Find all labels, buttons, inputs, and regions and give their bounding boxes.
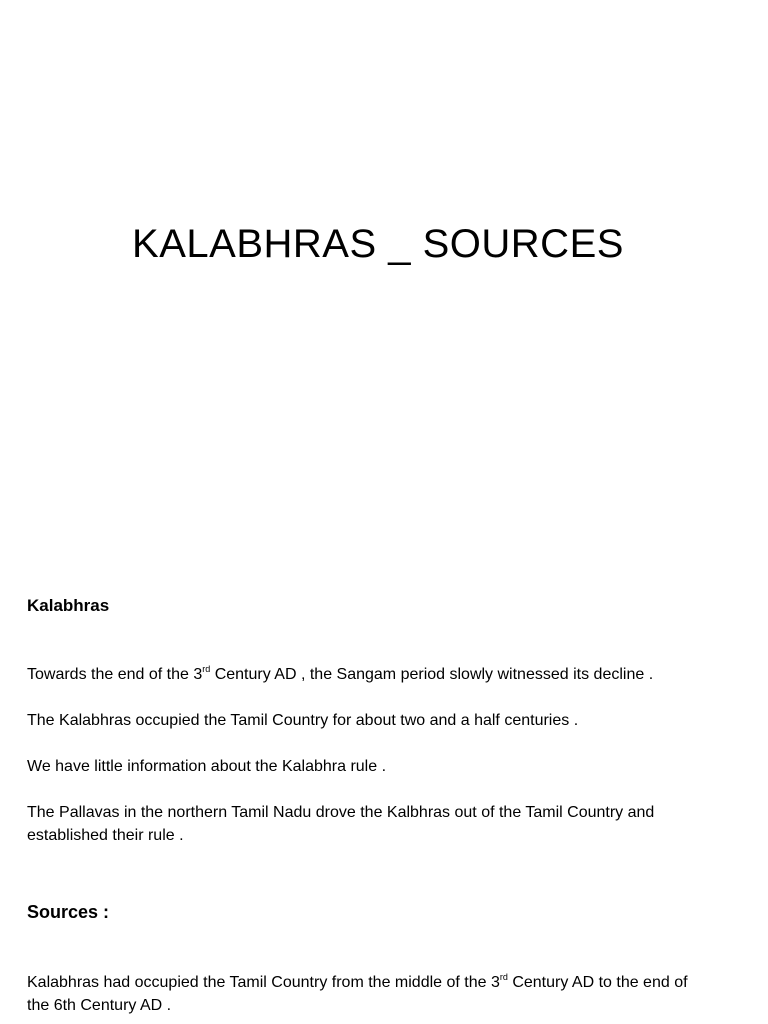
document-body (27, 594, 707, 1017)
paragraph-sources-period: Kalabhras had occupied the Tamil Country from the middle of the 3rd Century AD to the end of the 6th Century AD . (27, 972, 688, 1014)
slide-title: KALABHRAS _ SOURCES (132, 222, 624, 266)
paragraph-little-information: We have little information about the Kalabhra rule . (27, 758, 387, 775)
section-heading-sources: Sources : (27, 902, 110, 922)
paragraph-pallavas: The Pallavas in the northern Tamil Nadu drove the Kalbhras out of the Tamil Country and established their rule . (27, 804, 655, 844)
paragraph-occupation: The Kalabhras occupied the Tamil Country for about two and a half centuries . (27, 712, 579, 729)
section-heading-kalabhras: Kalabhras (27, 596, 110, 615)
paragraph-sangam-decline: Towards the end of the 3rd Century AD , the Sangam period slowly witnessed its decline . (27, 664, 654, 683)
